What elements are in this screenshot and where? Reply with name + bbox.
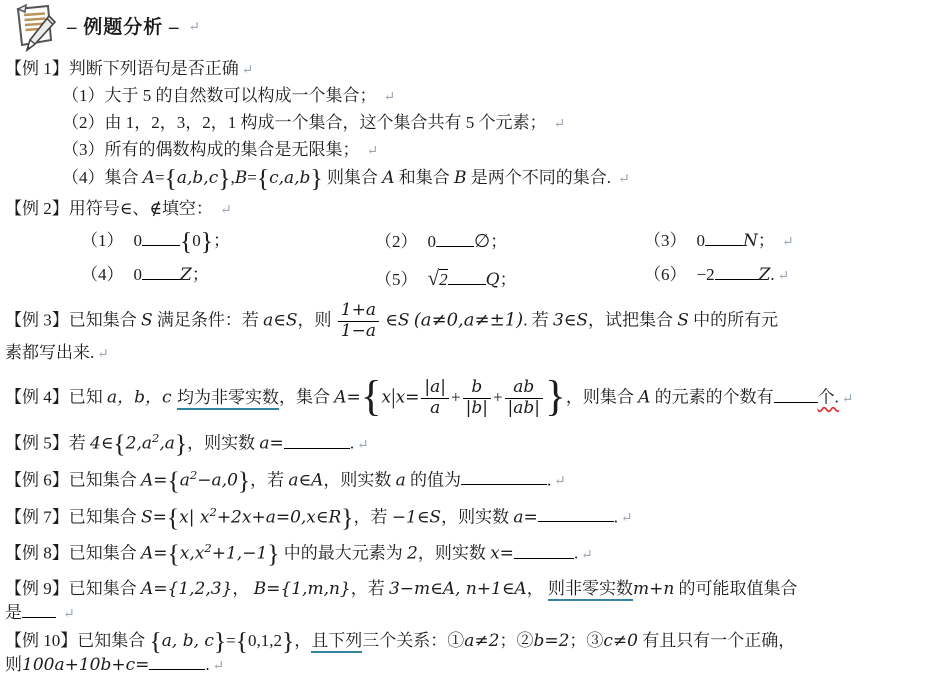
item-text: （1）大于 5 的自然数可以构成一个集合； [62,86,377,106]
punctuation: ； [569,631,587,651]
text: ，则 [297,310,332,330]
text: 的值为 [405,470,462,490]
punctuation: ； [191,265,209,285]
text: ，试把集合 [588,310,678,330]
paragraph-mark: ↵ [97,347,109,363]
text: 满足条件：若 [152,310,264,330]
math: a= [513,507,538,528]
example-3-label: 【例 3】 [5,310,69,330]
math: S [677,310,689,331]
math: ,a [159,433,175,454]
text: 是 [5,603,22,623]
example-1-intro: 判断下列语句是否正确 [68,59,239,78]
brace: } [310,162,323,192]
example-6-label: 【例 6】 [5,470,69,490]
paragraph-mark: ↵ [782,234,794,250]
item-text: （3）所有的偶数构成的集合是无限集； [62,140,360,160]
text: 中的所有元 [688,310,779,330]
math-condition: (a≠0,a≠±1) [413,309,524,331]
text: 已知集合 [68,470,141,490]
math: a, b, c [161,631,214,652]
example-5-label: 【例 5】 [5,433,69,453]
section-header [5,2,922,54]
punctuation: ； [490,231,508,251]
underlined-text: 均为非零实数 [177,388,279,410]
text: 已知 [68,387,107,407]
math: = [155,167,165,187]
radical-sign: √ [427,266,440,291]
fraction-numerator: 1+a [338,302,379,322]
answer-blank [461,469,547,485]
example-7 [5,504,922,530]
example-4 [5,372,922,421]
text: 已知集合 [68,543,141,563]
fraction-denominator: |ab| [507,398,541,419]
math: 3∈S [552,310,588,331]
superscript: 2 [189,467,198,482]
math: 0,1,2 [248,631,282,651]
fraction-numerator: b [463,379,491,399]
fraction-denominator: a [430,398,441,419]
answer-blank [774,387,818,403]
text: 中的最大元素为 [279,543,408,563]
fill-blank-item-4 [81,263,375,293]
math: N [743,230,758,251]
text: 素都写出来. [5,343,95,363]
answer-blank [538,506,614,522]
fraction-denominator: |b| [465,398,488,419]
item-number: （6） [644,265,687,285]
example-8 [5,539,922,569]
paragraph-mark: ↵ [220,202,232,218]
example-2-row-2 [5,263,922,293]
math: 4∈ [90,433,114,454]
text: ，则实数 [417,543,491,563]
math: B={1,m,n} [253,579,351,600]
brace: { [235,626,248,656]
fill-blank-item-2 [375,229,644,256]
squiggle-text: 个. [817,387,839,407]
example-7-label: 【例 7】 [5,507,69,527]
math: Z [180,265,192,286]
answer-blank [149,654,205,670]
punctuation: ； [499,270,517,290]
not-element-of-symbol: ∉ [149,198,162,218]
text: 已知集合 [77,631,150,651]
notes-pencil-icon [5,3,61,53]
paragraph-mark: ↵ [357,437,369,453]
set-builder-bar: | [391,384,396,410]
math: A={1,2,3} [141,579,233,600]
fill-blank-item-1 [81,226,375,256]
item-number: （1） [81,230,124,250]
example-1-header [5,57,922,81]
example-9 [5,577,922,625]
fill-blank-item-3 [644,229,922,256]
element-of-symbol: ∈ [119,198,133,218]
circled-number-3: ③ [586,631,604,651]
item-number: （2） [375,231,418,251]
fraction-numerator: ab [505,379,543,399]
paragraph-mark: ↵ [383,90,396,106]
item-number: （5） [375,270,418,290]
math: a，b，c [107,387,177,408]
text: 已知集合 [68,579,141,599]
text: ，则实数 [441,507,514,527]
superscript: 2 [152,430,160,445]
underlined-text: 则非零实数 [548,579,633,601]
text: ，则实数 [323,470,396,490]
punctuation: . [205,655,210,675]
math: = [247,167,257,187]
text: 则 [5,655,22,675]
math: b=2 [533,631,570,652]
punctuation: ； [499,631,517,651]
example-8-label: 【例 8】 [5,543,69,563]
math: = [226,631,236,651]
brace: } [341,502,354,532]
math: a [395,470,406,491]
punctuation: . [613,507,618,527]
math: 2,a [125,433,153,454]
paragraph-mark: ↵ [366,144,379,160]
math: x [381,387,392,408]
item-text: 是两个不同的集合. [466,167,616,187]
math: a= [259,433,284,454]
math: x= [490,543,514,564]
text: ， [232,579,254,599]
example-1-item-4 [5,162,922,192]
text: ， [526,579,548,599]
math: x,x [179,543,205,564]
paragraph-mark: ↵ [841,391,854,407]
math: A [142,167,156,188]
sqrt-expression [427,266,448,291]
answer-blank [142,264,180,280]
answer-blank [436,231,474,247]
item-text: 和集合 [394,167,454,187]
math: 100a+10b+c= [22,655,150,676]
paragraph-mark: ↵ [212,659,225,675]
math: +1,−1 [211,543,268,564]
example-1-item-2 [5,111,922,135]
math: A= [141,470,168,491]
text: 已知集合 [68,310,141,330]
fraction-numerator: |a| [421,379,449,399]
math: + [451,387,461,407]
fraction-denominator: 1−a [340,321,376,342]
math: S [141,310,153,331]
math: B [453,167,467,188]
text: ， [294,631,312,651]
paragraph-mark: ↵ [553,117,566,133]
math: 0 [192,230,201,250]
brace: } [213,626,227,656]
example-1-label: 【例 1】 [5,59,69,78]
math: A [382,167,395,188]
math: A= [334,387,361,408]
paragraph-mark: ↵ [620,511,633,527]
punctuation: . [770,265,775,285]
math: Z [758,265,771,286]
math: Q [485,270,500,291]
fraction [503,379,545,418]
paragraph-mark: ↵ [777,269,790,285]
math: 0 [427,231,436,251]
text: 已知集合 [68,507,141,527]
empty-set-symbol: ∅ [474,230,491,252]
section-title: – 例题分析 – [67,16,180,38]
text: ，若 [350,579,389,599]
brace: { [167,465,180,495]
punctuation: ； [757,230,775,250]
item-text: 则集合 [322,167,383,187]
math: x= [395,387,420,408]
brace: { [360,372,382,421]
math: B [234,167,248,188]
superscript: 2 [204,541,212,556]
brace: } [282,626,295,656]
paragraph-mark: ↵ [554,474,566,490]
math: 0 [133,265,142,285]
text: 三个关系： [362,631,448,651]
underlined-text: 且下列 [311,631,362,653]
math: 3−m∈A, n+1∈A [388,579,527,600]
math: 0 [696,230,705,250]
paragraph-mark: ↵ [581,547,593,563]
math: + [492,387,503,407]
example-10 [5,626,922,677]
math: A [638,387,651,408]
paragraph-mark: ↵ [188,20,201,36]
math: S= [141,507,167,528]
answer-blank [448,269,486,285]
math: x| x [179,507,210,528]
math: , [230,167,235,187]
brace: { [180,226,193,256]
brace: { [166,502,180,532]
brace: { [256,162,270,192]
example-5 [5,430,922,456]
answer-blank [705,230,743,246]
answer-blank [284,433,350,449]
text: 、 [132,198,150,218]
brace: } [218,162,231,192]
punctuation: . [547,470,552,490]
superscript: 2 [209,504,217,519]
punctuation: . [573,543,579,563]
paragraph-mark: ↵ [618,171,630,187]
answer-blank [22,602,56,618]
brace: } [237,465,251,495]
fraction [336,302,381,341]
text: 的可能取值集合 [674,579,798,599]
text: ，则实数 [187,433,260,453]
item-number: （4） [81,265,124,285]
item-number: （3） [644,230,687,250]
example-1-item-3 [5,138,922,162]
math: a≠2 [464,631,500,652]
example-3 [5,302,922,365]
item-text: （4）集合 [62,167,143,187]
math: m+n [632,579,675,600]
math: a,b,c [176,167,219,188]
answer-blank [715,264,759,280]
punctuation: . [349,433,355,453]
math: −a,0 [197,470,238,491]
answer-blank [142,230,180,246]
math: a∈S [263,310,298,331]
example-6 [5,467,922,493]
radicand: 2 [439,270,448,290]
brace: } [200,226,213,256]
math: −2 [696,265,715,285]
text: 用符号 [68,198,120,218]
text: ，若 [353,507,392,527]
circled-number-1: ① [447,631,465,651]
text: 若 [68,433,90,453]
example-2-label: 【例 2】 [5,198,69,218]
math: c≠0 [603,631,638,652]
text: 有且只有一个正确， [638,631,796,651]
math: A= [141,543,168,564]
fill-blank-item-5 [375,263,644,293]
fraction [419,379,451,418]
answer-blank [514,543,574,559]
paragraph-mark: ↵ [241,63,254,78]
text: ，若 [250,470,289,490]
math: ∈S [385,310,410,331]
example-9-label: 【例 9】 [5,579,69,599]
brace: { [164,162,177,192]
math: a∈A [288,470,324,491]
text: ，集合 [278,387,335,407]
brace: { [113,428,126,458]
fill-blank-item-6 [644,263,922,293]
math: 2 [407,543,418,564]
example-2-header [5,197,922,221]
brace: } [545,372,566,421]
math: −1∈S [391,507,442,528]
math: a [179,470,190,491]
math: 0 [133,230,142,250]
punctuation: ； [213,230,230,250]
text: ，则集合 [565,387,639,407]
brace: { [149,626,162,656]
text: 的元素的个数有 [650,387,774,407]
example-4-label: 【例 4】 [5,387,69,407]
item-text: （2）由 1，2，3，2，1 构成一个集合，这个集合共有 5 个元素； [62,113,547,133]
example-10-label: 【例 10】 [5,631,78,651]
math: c,a,b [269,167,311,188]
text: . 若 [523,310,553,330]
text: 填空： [161,198,213,218]
math: +2x+a=0,x∈R [216,507,342,528]
brace: } [267,539,280,569]
brace: } [174,428,188,458]
fraction [461,379,493,418]
paragraph-mark: ↵ [63,607,75,623]
example-2-row-1 [5,226,922,256]
brace: { [167,539,180,569]
circled-number-2: ② [516,631,534,651]
example-1-item-1 [5,84,922,108]
